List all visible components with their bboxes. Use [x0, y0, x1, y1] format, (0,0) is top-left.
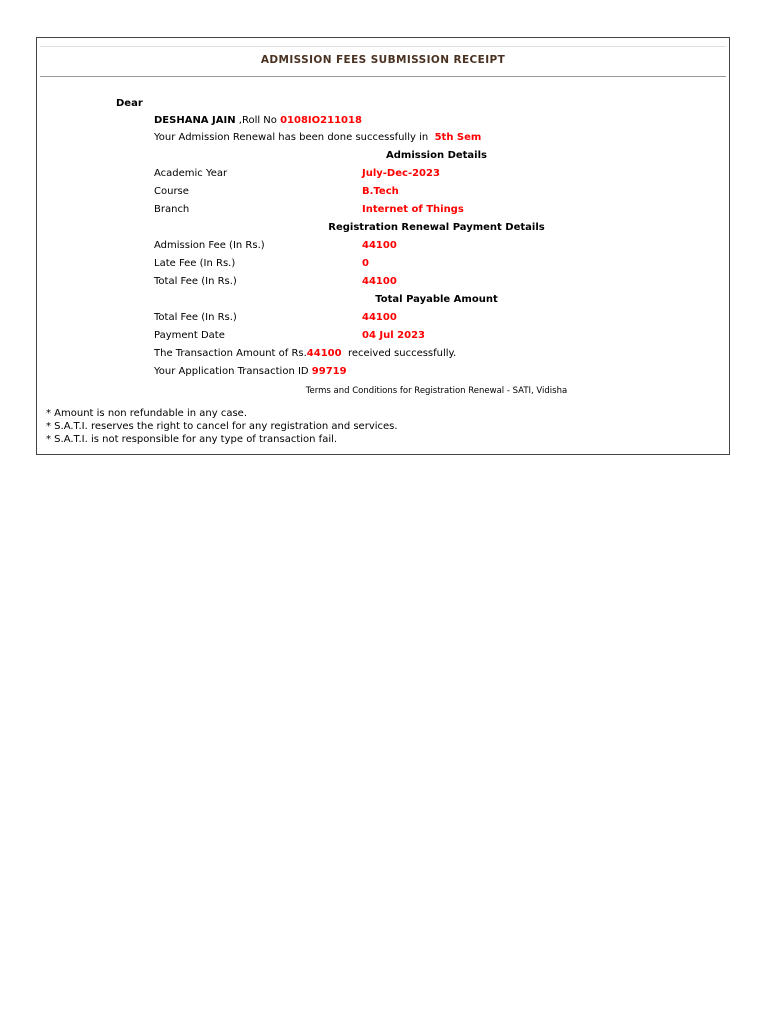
total-fee-value: 44100	[362, 276, 397, 287]
payment-details-heading: Registration Renewal Payment Details	[328, 222, 545, 233]
roll-number: 0108IO211018	[280, 115, 362, 126]
late-fee-value: 0	[362, 258, 369, 269]
renewal-text: Your Admission Renewal has been done successfully in	[154, 132, 432, 143]
transaction-id: 99719	[311, 366, 347, 377]
admission-details-heading: Admission Details	[386, 150, 487, 161]
transaction-amount-prefix: The Transaction Amount of Rs.	[154, 348, 307, 359]
payable-total-fee-value: 44100	[362, 312, 397, 323]
note-cancel: * S.A.T.I. reserves the right to cancel for any registration and services.	[46, 421, 398, 432]
course-value: B.Tech	[362, 186, 399, 197]
title-divider	[40, 76, 726, 77]
total-payable-heading: Total Payable Amount	[375, 294, 498, 305]
student-name: DESHANA JAIN	[154, 115, 236, 126]
top-divider	[40, 46, 726, 47]
admission-fee-value: 44100	[362, 240, 397, 251]
branch-value: Internet of Things	[362, 204, 464, 215]
payable-total-fee-label: Total Fee (In Rs.)	[154, 312, 237, 323]
total-fee-label: Total Fee (In Rs.)	[154, 276, 237, 287]
renewal-line	[154, 132, 481, 144]
note-refund: * Amount is non refundable in any case.	[46, 408, 247, 419]
transaction-id-prefix: Your Application Transaction ID	[154, 366, 312, 377]
academic-year-value: July-Dec-2023	[362, 168, 440, 179]
branch-label: Branch	[154, 204, 190, 215]
terms-link[interactable]: Terms and Conditions for Registration Renewal - SATI, Vidisha	[305, 386, 568, 396]
receipt-box	[36, 37, 730, 455]
roll-prefix: ,Roll No	[235, 115, 281, 126]
admission-fee-label: Admission Fee (In Rs.)	[154, 240, 265, 251]
transaction-id-line	[154, 366, 347, 378]
academic-year-label: Academic Year	[154, 168, 228, 179]
payment-date-label: Payment Date	[154, 330, 225, 341]
transaction-amount: 44100	[306, 348, 342, 359]
transaction-amount-line	[154, 348, 456, 360]
course-label: Course	[154, 186, 189, 197]
transaction-amount-suffix: received successfully.	[341, 348, 457, 359]
greeting: Dear	[116, 98, 143, 109]
payment-date-value: 04 Jul 2023	[362, 330, 425, 341]
semester: 5th Sem	[434, 132, 482, 143]
late-fee-label: Late Fee (In Rs.)	[154, 258, 236, 269]
student-line	[154, 115, 362, 127]
receipt-title: ADMISSION FEES SUBMISSION RECEIPT	[260, 54, 506, 66]
note-transaction-fail: * S.A.T.I. is not responsible for any type of transaction fail.	[46, 434, 338, 445]
